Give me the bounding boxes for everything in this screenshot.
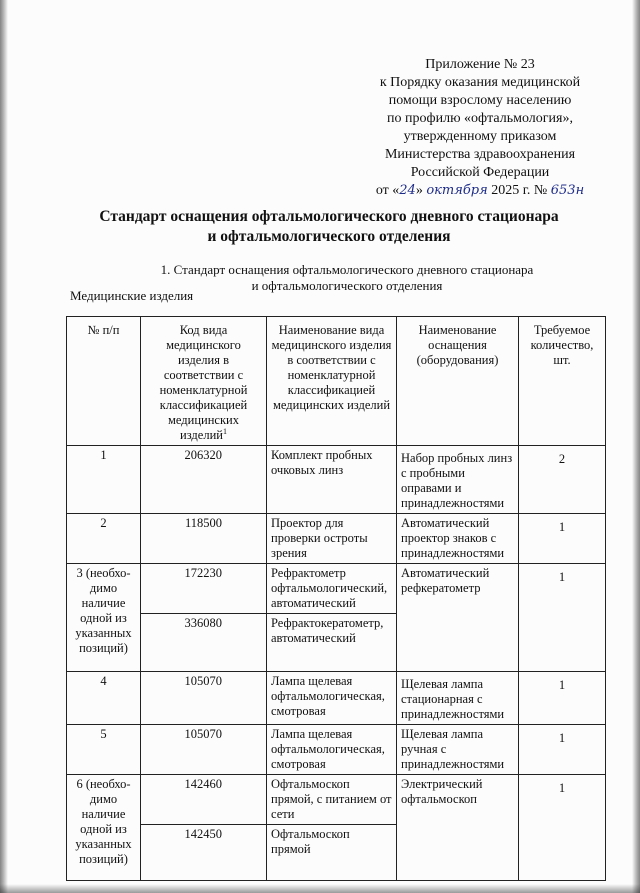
title-line-2: и офтальмологического отделения	[207, 228, 451, 245]
appendix-line-2: помощи взрослому населению	[388, 93, 572, 108]
appendix-line-6: Российской Федерации	[410, 165, 550, 180]
appendix-line-1: к Порядку оказания медицинской	[379, 75, 581, 90]
header-code-text: Код вида медицинского изделия в соответствии с номенклатурной классификацией медицинских изделий	[159, 323, 248, 442]
table-row	[67, 672, 606, 725]
table-row	[67, 446, 606, 514]
row-code: 118500	[141, 514, 267, 564]
table-row	[67, 725, 606, 775]
row-equipment: Электрический офтальмоскоп	[397, 775, 519, 881]
row-equipment: Набор пробных линз с пробными оправами и принадлежностями	[397, 446, 519, 514]
section-title	[132, 262, 562, 294]
row-code-alt: 142450	[141, 825, 267, 881]
appendix-header	[360, 56, 600, 200]
row-num: 2	[67, 514, 141, 564]
table-row	[67, 564, 606, 614]
section-line-1: 1. Стандарт оснащения офтальмологического дневного стационара	[160, 262, 534, 277]
equipment-table-wrapper	[66, 316, 605, 881]
title-line-1: Стандарт оснащения офтальмологического дневного стационара	[99, 208, 559, 225]
row-kind: Рефрактометр офтальмологический, автоматический	[267, 564, 397, 614]
header-num: № п/п	[67, 317, 141, 446]
appendix-number: Приложение № 23	[425, 57, 535, 72]
header-kind-name: Наименование вида медицинского изделия в соответствии с номенклатурной классификацией медицинских изделий	[267, 317, 397, 446]
row-kind: Проектор для проверки остроты зрения	[267, 514, 397, 564]
scan-edge-bottom	[0, 884, 640, 893]
row-kind-alt: Рефрактокератометр, автоматический	[267, 614, 397, 672]
header-code-footnote: 1	[222, 426, 227, 436]
row-qty: 1	[519, 775, 606, 881]
row-code: 172230	[141, 564, 267, 614]
row-num: 1	[67, 446, 141, 514]
row-qty: 1	[519, 564, 606, 672]
row-qty: 1	[519, 672, 606, 725]
order-year: 2025 г. №	[487, 183, 551, 198]
row-equipment: Щелевая лампа ручная с принадлежностями	[397, 725, 519, 775]
row-num: 3 (необхо-димо наличие одной из указанных позиций)	[67, 564, 141, 672]
appendix-line-4: утвержденному приказом	[403, 129, 557, 144]
row-num: 4	[67, 672, 141, 725]
scan-edge-left	[0, 0, 8, 893]
document-title	[64, 207, 594, 247]
row-equipment: Автоматический рефкератометр	[397, 564, 519, 672]
row-equipment: Щелевая лампа стационарная с принадлежностями	[397, 672, 519, 725]
header-qty: Требуемое количество, шт.	[519, 317, 606, 446]
equipment-table	[66, 316, 606, 881]
order-date-line	[360, 182, 600, 200]
table-row	[67, 775, 606, 825]
appendix-line-3: по профилю «офтальмология»,	[387, 111, 573, 126]
order-day-handwritten: 24	[399, 183, 416, 198]
row-code: 142460	[141, 775, 267, 825]
table-header-row	[67, 317, 606, 446]
order-number-handwritten: 653н	[550, 183, 585, 198]
order-month-handwritten: октября	[426, 183, 488, 198]
row-kind-alt: Офтальмоскоп прямой	[267, 825, 397, 881]
row-code: 105070	[141, 672, 267, 725]
appendix-line-5: Министерства здравоохранения	[384, 147, 576, 162]
row-kind: Лампа щелевая офтальмологическая, смотровая	[267, 725, 397, 775]
row-code: 206320	[141, 446, 267, 514]
table-row	[67, 514, 606, 564]
subsection-label: Медицинские изделия	[70, 288, 194, 303]
order-mid: »	[415, 183, 427, 198]
row-code-alt: 336080	[141, 614, 267, 672]
row-qty: 1	[519, 514, 606, 564]
header-code	[141, 317, 267, 446]
order-prefix: от «	[375, 183, 400, 198]
row-kind: Комплект пробных очковых линз	[267, 446, 397, 514]
row-num: 5	[67, 725, 141, 775]
section-line-2: и офтальмологического отделения	[251, 278, 443, 293]
row-kind: Офтальмоскоп прямой, с питанием от сети	[267, 775, 397, 825]
header-equipment: Наименование оснащения (оборудования)	[397, 317, 519, 446]
row-num: 6 (необхо-димо наличие одной из указанных позиций)	[67, 775, 141, 881]
row-code: 105070	[141, 725, 267, 775]
row-qty: 1	[519, 725, 606, 775]
row-equipment: Автоматический проектор знаков с принадлежностями	[397, 514, 519, 564]
row-kind: Лампа щелевая офтальмологическая, смотровая	[267, 672, 397, 725]
scan-edge-right	[632, 0, 640, 893]
row-qty: 2	[519, 446, 606, 514]
